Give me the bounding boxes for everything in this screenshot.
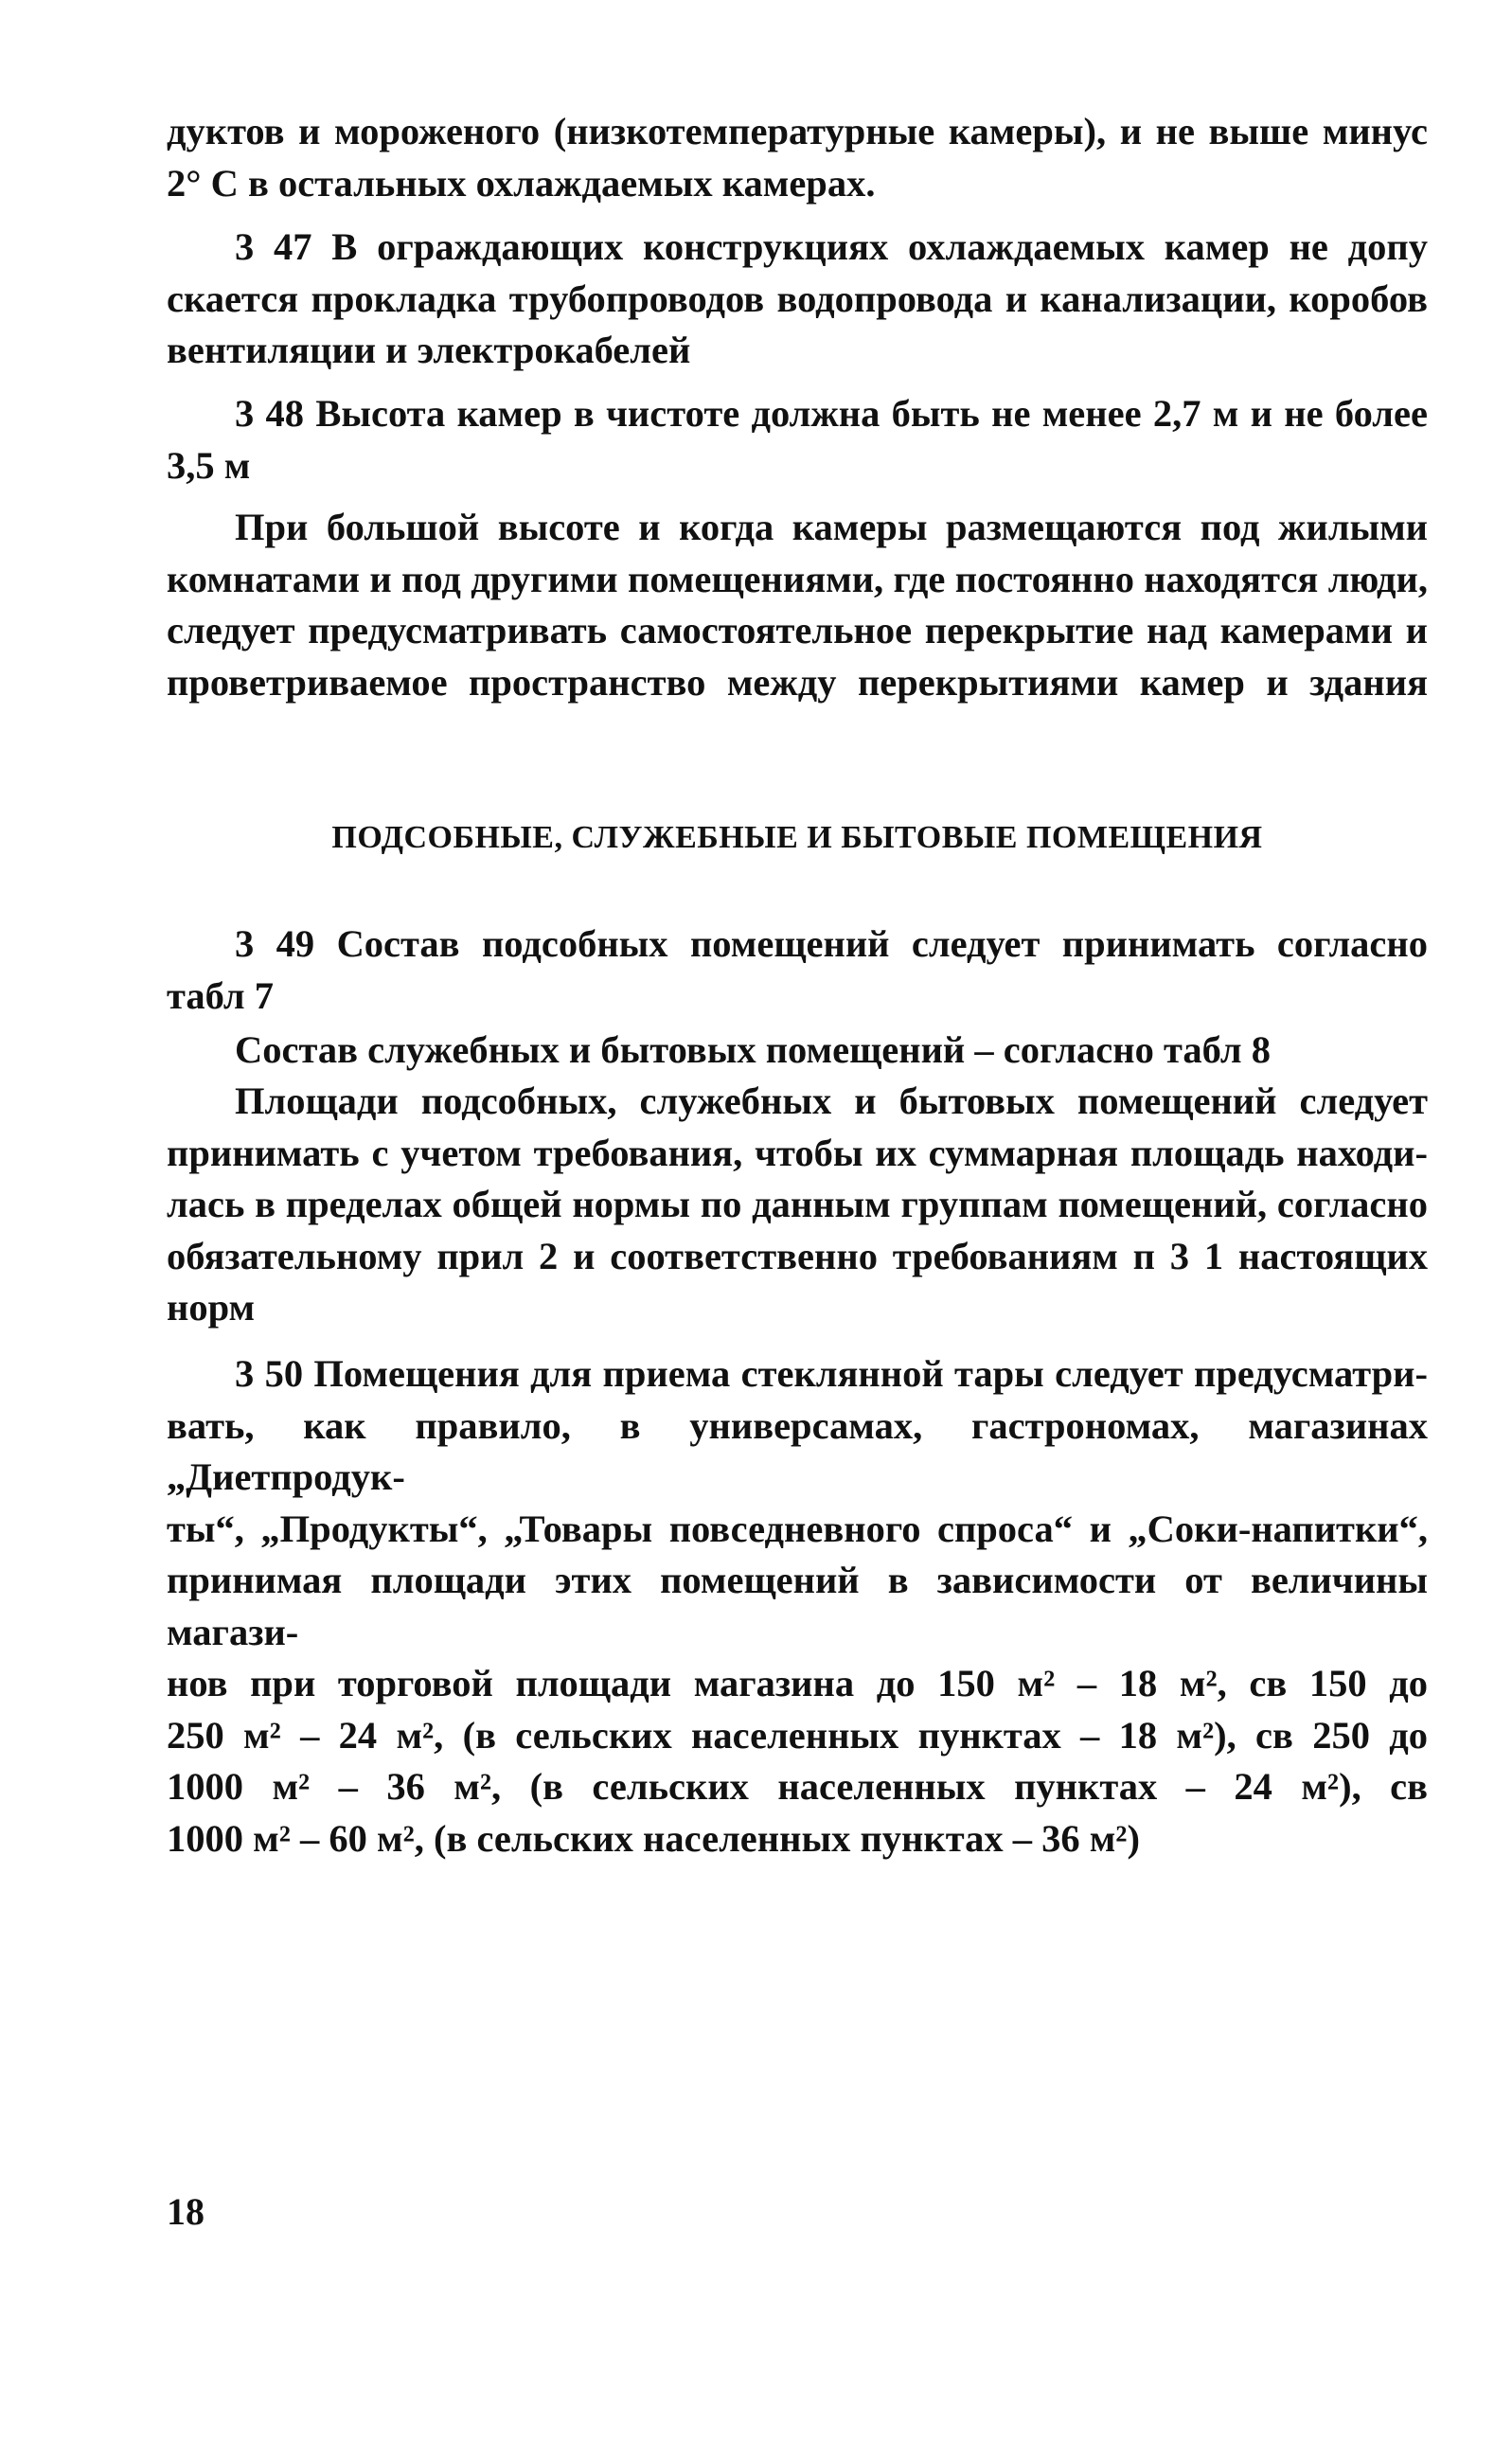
paragraph-continuation [167, 106, 1428, 209]
text-line: лась в пределах общей нормы по данным группам помещений, согласно [167, 1183, 1428, 1225]
text-line: нов при торговой площади магазина до 150 м² – 18 м², св 150 до [167, 1662, 1428, 1704]
paragraph-3-49-areas [167, 1076, 1428, 1334]
text-line: дуктов и мороженого (низкотемпературные камеры), и не выше минус [167, 110, 1428, 152]
text-line: 3 48 Высота камер в чистоте должна быть не менее 2,7 м и не более [235, 392, 1428, 435]
text-line: 3 50 Помещения для приема стеклянной тары следует предусматри- [235, 1352, 1428, 1395]
text-line: 3,5 м [167, 443, 251, 487]
text-line: 1000 м² – 36 м², (в сельских населенных пунктах – 24 м²), св [167, 1765, 1428, 1808]
paragraph-3-48 [167, 388, 1428, 491]
text-line: обязательному прил 2 и соответственно требованиям п 3 1 настоящих [167, 1234, 1428, 1277]
text-line: следует предусматривать самостоятельное перекрытие над камерами и [167, 609, 1428, 651]
text-line: проветриваемое пространство между перекрытиями камер и здания [167, 660, 1428, 704]
text-line: 3 49 Состав подсобных помещений следует принимать согласно [235, 922, 1428, 965]
text-line: принимать с учетом требования, чтобы их суммарная площадь находи- [167, 1131, 1428, 1174]
text-line: 250 м² – 24 м², (в сельских населенных пунктах – 18 м²), св 250 до [167, 1713, 1428, 1757]
text-line: комнатами и под другими помещениями, где постоянно находятся люди, [167, 557, 1428, 600]
text-line: 1000 м² – 60 м², (в сельских населенных пунктах – 36 м²) [167, 1816, 1140, 1860]
text-line: При большой высоте и когда камеры размещаются под жилыми [235, 506, 1428, 548]
section-heading: ПОДСОБНЫЕ, СЛУЖЕБНЫЕ И БЫТОВЫЕ ПОМЕЩЕНИЯ [331, 820, 1263, 855]
paragraph-3-49 [167, 919, 1428, 1022]
paragraph-3-47 [167, 222, 1428, 377]
text-line: Состав служебных и бытовых помещений – согласно табл 8 [235, 1028, 1271, 1071]
text-line: 2° С в остальных охлаждаемых камерах. [167, 161, 876, 205]
text-line: 3 47 В ограждающих конструкциях охлаждаемых камер не допу [235, 225, 1428, 268]
text-line: вать, как правило, в универсамах, гастрономах, магазинах „Диетпродук- [167, 1403, 1428, 1498]
text-line: Площади подсобных, служебных и бытовых помещений следует [235, 1079, 1428, 1122]
text-line: принимая площади этих помещений в зависимости от величины магази- [167, 1559, 1428, 1653]
paragraph-3-50 [167, 1348, 1428, 1864]
text-line: ты“, „Продукты“, „Товары повседневного спроса“ и „Соки-напитки“, [167, 1507, 1428, 1550]
page-number: 18 [167, 2190, 205, 2233]
paragraph-3-49-staff-rooms [167, 1025, 1428, 1077]
text-line: вентиляции и электрокабелей [167, 329, 691, 371]
paragraph-3-48-continued [167, 502, 1428, 708]
text-line: табл 7 [167, 973, 274, 1017]
text-line: скается прокладка трубопроводов водопровода и канализации, коробов [167, 277, 1428, 320]
text-line: норм [167, 1286, 256, 1329]
